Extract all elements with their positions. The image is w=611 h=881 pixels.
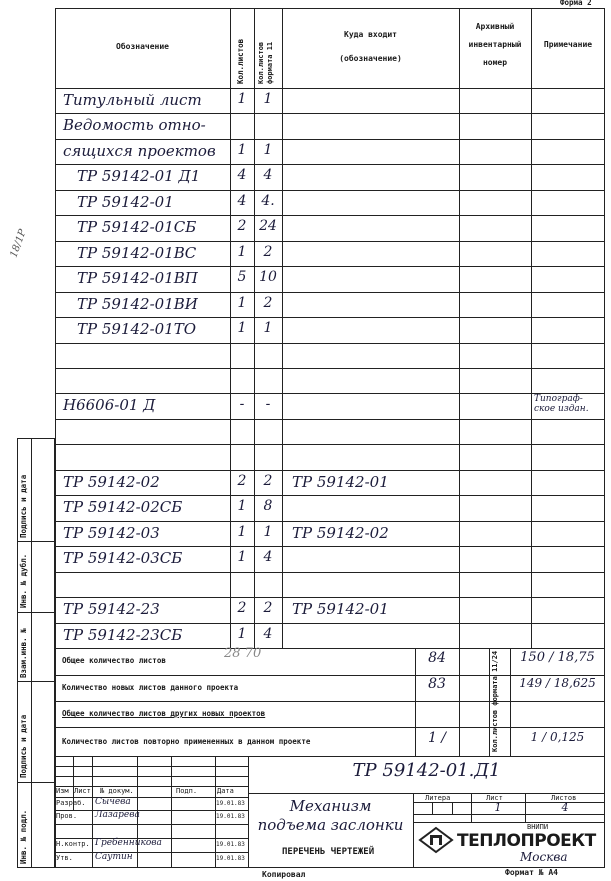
row-sheet-count: 4 — [237, 167, 247, 184]
row-designation: ТР 59142-01ТО — [77, 320, 197, 339]
row-sheet-count: 2 — [237, 600, 247, 617]
table-row — [55, 470, 605, 495]
table-row — [55, 393, 605, 418]
row-sheet-count-a11: 4 — [263, 549, 273, 566]
header-sheet-count: Кол.листов — [236, 38, 245, 84]
table-row — [55, 597, 605, 622]
row-sheet-count-a11: - — [265, 396, 271, 413]
reused-label: Количество листов повторно примененных в данном проекте — [62, 737, 311, 746]
row-designation: ТР 59142-01ВИ — [77, 294, 198, 313]
table-row — [55, 546, 605, 571]
side-label-dup-inv: Инв. № дубл. — [19, 553, 28, 608]
table-row — [55, 623, 605, 648]
row-sheet-count-a11: 2 — [263, 294, 273, 311]
header-designation: Обозначение — [116, 42, 169, 51]
row-designation: ТР 59142-01ВП — [77, 269, 198, 288]
row-sheet-count-a11: 4. — [261, 192, 275, 209]
row-sheet-count-a11: 8 — [263, 498, 273, 515]
row-sheet-count: 1 — [237, 523, 247, 540]
row-sheet-count-a11: 10 — [259, 269, 277, 286]
table-row — [55, 139, 605, 164]
row-sheet-count: 1 — [237, 498, 247, 515]
col-date: Дата — [217, 787, 234, 795]
list-value: 1 — [494, 801, 502, 814]
doc-type: ПЕРЕЧЕНЬ ЧЕРТЕЖЕЙ — [282, 847, 375, 857]
row-designation: ТР 59142-02 — [63, 472, 160, 491]
row-where-used: ТР 59142-01 — [292, 600, 389, 619]
header-note: Примечание — [543, 40, 593, 49]
total-value: 84 — [428, 650, 446, 666]
row-sheet-count-a11: 1 — [263, 141, 273, 158]
role-date: 19.01.83 — [216, 800, 245, 807]
new-a11: 149 / 18,625 — [519, 676, 596, 690]
row-sheet-count-a11: 2 — [263, 472, 273, 489]
table-row — [55, 241, 605, 266]
role-date: 19.01.83 — [216, 813, 245, 820]
role-label: Н.контр. — [56, 840, 90, 848]
new-value: 83 — [428, 676, 446, 692]
reused-value: 1 / — [427, 730, 447, 746]
role-name: Саутин — [95, 852, 133, 862]
row-designation: ТР 59142-03СБ — [63, 549, 183, 568]
row-sheet-count-a11: 1 — [263, 320, 273, 337]
side-label-orig-inv: Инв. № подл. — [19, 809, 28, 864]
row-designation: ТР 59142-03 — [63, 523, 160, 542]
row-sheet-count: 1 — [237, 141, 247, 158]
row-sheet-count-a11: 4 — [263, 625, 273, 642]
total-pencil: 28 70 — [224, 646, 262, 661]
table-row — [55, 88, 605, 113]
row-note: Типограф- ское издан. — [534, 394, 589, 415]
row-sheet-count: 2 — [237, 472, 247, 489]
row-where-used: ТР 59142-01 — [292, 472, 389, 491]
table-row — [55, 444, 605, 469]
row-sheet-count: 2 — [237, 218, 247, 235]
row-designation: Ведомость отно- — [63, 116, 206, 135]
col-sign: Подп. — [176, 787, 198, 795]
row-sheet-count: 1 — [237, 243, 247, 260]
total-a11: 150 / 18,75 — [520, 650, 595, 665]
litera-label: Литера — [425, 794, 451, 802]
table-row — [55, 113, 605, 138]
row-sheet-count-a11: 1 — [263, 523, 273, 540]
side-label-sign-date-2: Подпись и дата — [19, 714, 28, 778]
table-row — [55, 368, 605, 393]
role-date: 19.01.83 — [216, 841, 245, 848]
row-designation: Н6606-01 Д — [63, 396, 156, 415]
row-sheet-count-a11: 2 — [263, 243, 273, 260]
row-sheet-count: 5 — [237, 269, 247, 286]
role-name: Лазарева — [95, 810, 140, 820]
org-city: Москва — [520, 850, 568, 864]
table-row — [55, 419, 605, 444]
name-line-2: подъема заслонки — [257, 816, 404, 834]
row-where-used: ТР 59142-02 — [292, 523, 389, 542]
header-where-used-sub: (обозначение) — [339, 54, 402, 63]
table-row — [55, 292, 605, 317]
row-sheet-count: 1 — [237, 91, 247, 107]
role-date: 19.01.83 — [216, 855, 245, 862]
total-label: Общее количество листов — [62, 656, 166, 665]
header-sheet-count-a11: Кол.листов формата 11 — [257, 41, 274, 84]
row-designation: ТР 59142-01СБ — [77, 218, 197, 237]
row-designation: Титульный лист — [63, 91, 202, 109]
row-sheet-count: 4 — [237, 192, 247, 209]
table-row — [55, 266, 605, 291]
copied-label: Копировал — [262, 870, 306, 879]
table-row — [55, 343, 605, 368]
table-row — [55, 164, 605, 189]
col-list: Лист — [74, 787, 91, 795]
table-row — [55, 215, 605, 240]
row-sheet-count: 1 — [237, 549, 247, 566]
table-row — [55, 495, 605, 520]
row-sheet-count-a11: 1 — [263, 91, 273, 107]
row-designation: ТР 59142-01 Д1 — [77, 167, 201, 186]
row-sheet-count: 1 — [237, 294, 247, 311]
role-name: Сычева — [95, 797, 131, 807]
form-label: Форма 2 — [560, 0, 592, 7]
table-row — [55, 521, 605, 546]
org-logo-icon — [418, 826, 454, 854]
lists-label: Листов — [551, 794, 577, 802]
table-row — [55, 572, 605, 597]
role-name: Гребенникова — [95, 838, 162, 848]
header-archive-3: номер — [482, 58, 508, 67]
row-designation: сящихся проектов — [63, 141, 216, 160]
col-izm: Изм — [56, 787, 69, 795]
header-where-used: Куда входит — [344, 30, 397, 39]
table-row — [55, 317, 605, 342]
row-designation: ТР 59142-02СБ — [63, 498, 183, 517]
header-archive-2: инвентарный — [468, 40, 522, 49]
role-label: Пров. — [56, 812, 78, 820]
table-row — [55, 190, 605, 215]
row-sheet-count-a11: 2 — [263, 600, 273, 617]
row-designation: ТР 59142-23СБ — [63, 625, 183, 644]
list-label: Лист — [486, 794, 503, 802]
row-designation: ТР 59142-01 — [77, 192, 174, 211]
row-sheet-count: - — [239, 396, 245, 413]
new-label: Количество новых листов данного проекта — [62, 683, 239, 692]
row-sheet-count-a11: 4 — [263, 167, 273, 184]
doc-code: ТР 59142-01.Д1 — [352, 760, 501, 781]
row-sheet-count: 1 — [237, 320, 247, 337]
other-label: Общее количество листов других новых проектов — [62, 709, 266, 718]
a11-column-label: Кол.листов формата 11/24 — [491, 650, 499, 752]
org-name: ТЕПЛОПРОЕКТ — [457, 831, 596, 851]
role-label: Разраб. — [56, 799, 86, 807]
side-label-replace-inv: Взам.инв. № — [19, 628, 28, 678]
side-label-sign-date-1: Подпись и дата — [19, 474, 28, 538]
org-small: ВНИПИ — [527, 823, 549, 831]
margin-note: 18/1Р — [8, 227, 29, 260]
row-designation: ТР 59142-23 — [63, 600, 160, 619]
name-line-1: Механизм — [289, 797, 372, 815]
row-sheet-count-a11: 24 — [259, 218, 277, 235]
col-doc: № докум. — [100, 787, 134, 795]
reused-a11: 1 / 0,125 — [530, 730, 585, 744]
row-sheet-count: 1 — [237, 625, 247, 642]
role-label: Утв. — [56, 854, 73, 862]
lists-value: 4 — [561, 801, 569, 814]
header-archive-1: Архивный — [475, 22, 515, 31]
row-designation: ТР 59142-01ВС — [77, 243, 197, 262]
format-label: Формат № А4 — [505, 868, 558, 877]
